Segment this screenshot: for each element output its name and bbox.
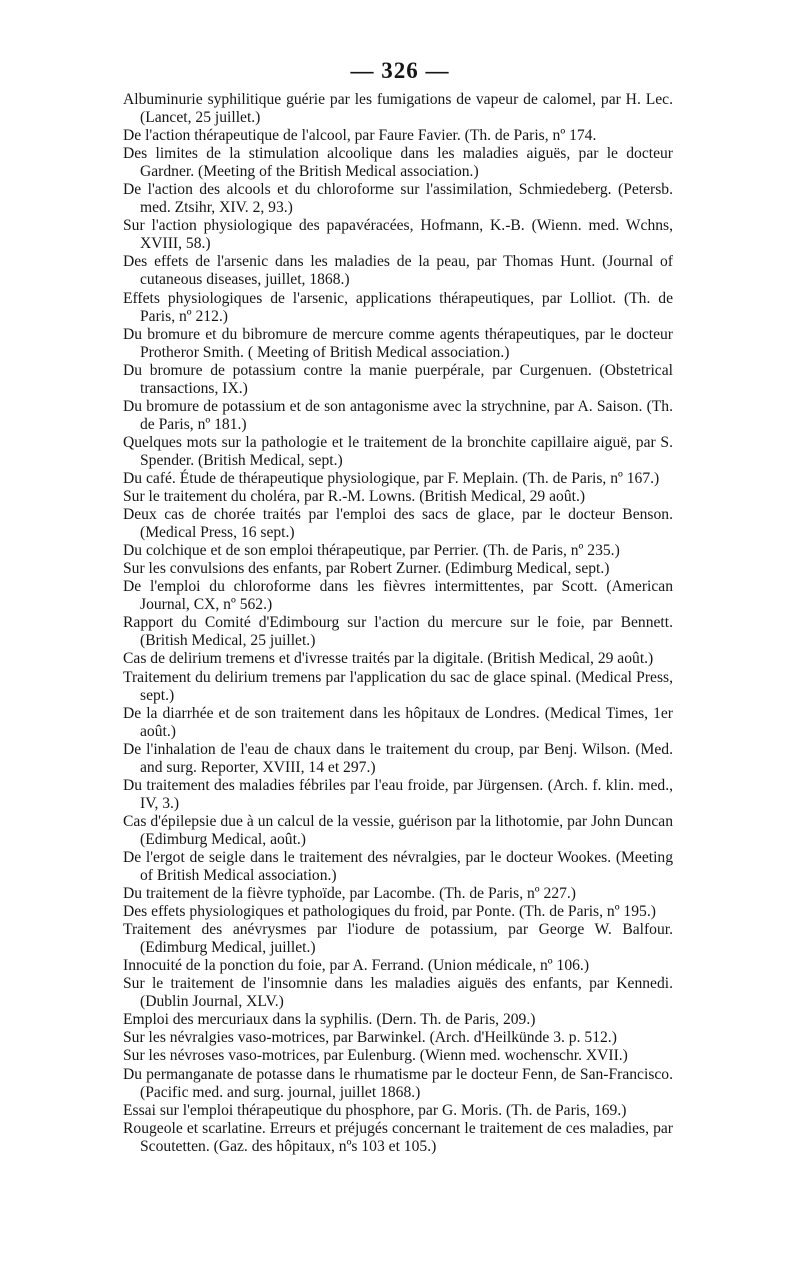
bibliography-entry: Albuminurie syphilitique guérie par les fumigations de vapeur de calomel, par H. Lec. (Lancet, 25 juillet.) (123, 91, 673, 127)
page-number: — 326 — (350, 58, 450, 83)
bibliography-entry: Traitement du delirium tremens par l'application du sac de glace spinal. (Medical Press, sept.) (123, 668, 673, 704)
bibliography-entry: De l'ergot de seigle dans le traitement des névralgies, par le docteur Wookes. (Meeting of British Medical association.) (123, 848, 673, 885)
bibliography-entry: De la diarrhée et de son traitement dans les hôpitaux de Londres. (Medical Times, 1er août.) (123, 704, 673, 740)
bibliography-entry: Des limites de la stimulation alcoolique dans les maladies aiguës, par le docteur Gardner. (Meeting of the British Medical association.) (123, 145, 673, 181)
bibliography-entry: Sur les névroses vaso-motrices, par Eulenburg. (Wienn med. wochenschr. XVII.) (123, 1047, 628, 1065)
bibliography-entry: Essai sur l'emploi thérapeutique du phosphore, par G. Moris. (Th. de Paris, 169.) (123, 1101, 627, 1119)
bibliography-entry: Rapport du Comité d'Edimbourg sur l'action du mercure sur le foie, par Bennett. (British Medical, 25 juillet.) (123, 614, 673, 650)
bibliography-entry: Rougeole et scarlatine. Erreurs et préjugés concernant le traitement de ces maladies, par Scoutetten. (Gaz. des hôpitaux, nºs 103 et 105.) (123, 1119, 673, 1155)
bibliography-entry: De l'inhalation de l'eau de chaux dans le traitement du croup, par Benj. Wilson. (Med. and surg. Reporter, XVIII, 14 et 297.) (123, 740, 673, 776)
bibliography-entry: Traitement des anévrysmes par l'iodure de potassium, par George W. Balfour. (Edimburg Medical, juillet.) (123, 921, 673, 957)
bibliography-entry: Sur le traitement du choléra, par R.-M. Lowns. (British Medical, 29 août.) (123, 488, 586, 506)
bibliography-entry: Emploi des mercuriaux dans la syphilis. (Dern. Th. de Paris, 209.) (123, 1011, 536, 1029)
bibliography-entry: Du café. Étude de thérapeutique physiologique, par F. Meplain. (Th. de Paris, nº 167.) (123, 469, 660, 487)
bibliography-entry: Sur les convulsions des enfants, par Robert Zurner. (Edimburg Medical, sept.) (123, 560, 610, 578)
bibliography-entry: Quelques mots sur la pathologie et le traitement de la bronchite capillaire aiguë, par S. Spender. (British Medical, sept.) (123, 433, 673, 469)
bibliography-entry: Du bromure de potassium et de son antagonisme avec la strychnine, par A. Saison. (Th. de Paris, nº 181.) (123, 397, 673, 433)
bibliography-list (123, 91, 673, 1156)
bibliography-entry: Deux cas de chorée traités par l'emploi des sacs de glace, par le docteur Benson. (Medical Press, 16 sept.) (123, 506, 673, 542)
bibliography-entry: Du colchique et de son emploi thérapeutique, par Perrier. (Th. de Paris, nº 235.) (123, 542, 620, 560)
bibliography-entry: Cas de delirium tremens et d'ivresse traités par la digitale. (British Medical, 29 août.) (123, 650, 654, 668)
bibliography-entry: De l'emploi du chloroforme dans les fièvres intermittentes, par Scott. (American Journal, CX, nº 562.) (123, 578, 673, 614)
bibliography-entry: Du traitement des maladies fébriles par l'eau froide, par Jürgensen. (Arch. f. klin. med., IV, 3.) (123, 776, 673, 812)
bibliography-entry: Sur l'action physiologique des papavéracées, Hofmann, K.-B. (Wienn. med. Wchns, XVIII, 58.) (123, 217, 673, 253)
bibliography-entry: Des effets physiologiques et pathologiques du froid, par Ponte. (Th. de Paris, nº 195.) (123, 903, 656, 921)
bibliography-entry: Effets physiologiques de l'arsenic, applications thérapeutiques, par Lolliot. (Th. de Paris, nº 212.) (123, 289, 673, 325)
bibliography-entry: Du traitement de la fièvre typhoïde, par Lacombe. (Th. de Paris, nº 227.) (123, 885, 577, 903)
bibliography-entry: Cas d'épilepsie due à un calcul de la vessie, guérison par la lithotomie, par John Duncan (Edimburg Medical, août.) (123, 812, 673, 848)
bibliography-entry: Du bromure de potassium contre la manie puerpérale, par Curgenuen. (Obstetrical transactions, IX.) (123, 361, 673, 397)
bibliography-entry: Du permanganate de potasse dans le rhumatisme par le docteur Fenn, de San-Francisco. (Pacific med. and surg. journal, juillet 1868.) (123, 1065, 673, 1101)
bibliography-entry: Du bromure et du bibromure de mercure comme agents thérapeutiques, par le docteur Protheror Smith. ( Meeting of British Medical association.) (123, 325, 673, 361)
bibliography-entry: Innocuité de la ponction du foie, par A. Ferrand. (Union médicale, nº 106.) (123, 957, 590, 975)
bibliography-entry: Des effets de l'arsenic dans les maladies de la peau, par Thomas Hunt. (Journal of cutaneous diseases, juillet, 1868.) (123, 253, 673, 289)
bibliography-entry: Sur le traitement de l'insomnie dans les maladies aiguës des enfants, par Kennedi. (Dublin Journal, XLV.) (123, 975, 673, 1011)
bibliography-entry: Sur les névralgies vaso-motrices, par Barwinkel. (Arch. d'Heilkünde 3. p. 512.) (123, 1029, 617, 1047)
bibliography-entry: De l'action thérapeutique de l'alcool, par Faure Favier. (Th. de Paris, nº 174. (123, 127, 597, 145)
bibliography-entry: De l'action des alcools et du chloroforme sur l'assimilation, Schmiedeberg. (Petersb. med. Ztsihr, XIV. 2, 93.) (123, 181, 673, 217)
